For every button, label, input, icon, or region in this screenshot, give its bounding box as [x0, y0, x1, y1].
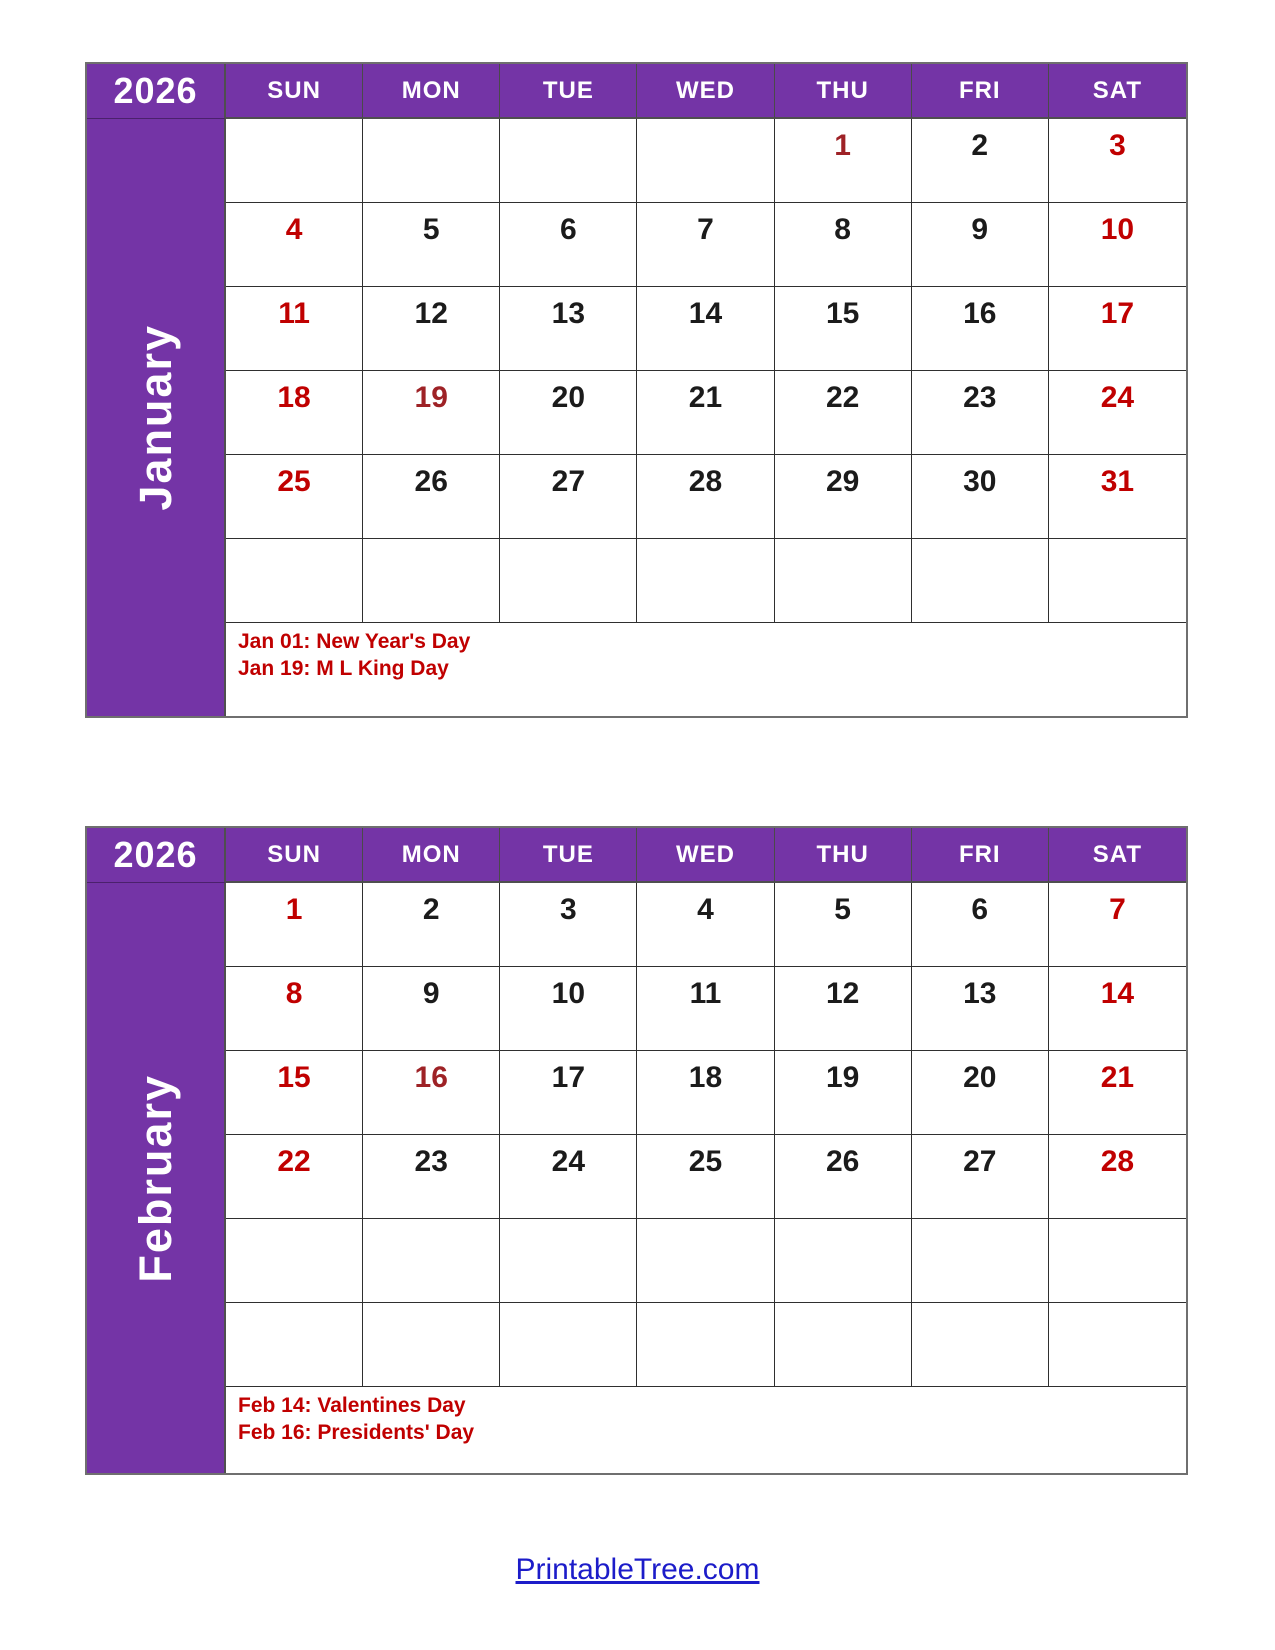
date-cell-25: 25 — [637, 1135, 774, 1219]
date-cell-empty — [637, 1219, 774, 1303]
date-cell-26: 26 — [775, 1135, 912, 1219]
date-cell-empty — [226, 1219, 363, 1303]
day-header-mon: MON — [363, 828, 500, 883]
date-cell-4: 4 — [226, 203, 363, 287]
date-cell-empty — [1049, 539, 1186, 623]
date-cell-18: 18 — [226, 371, 363, 455]
date-cell-7: 7 — [637, 203, 774, 287]
date-cell-14: 14 — [1049, 967, 1186, 1051]
date-cell-empty — [912, 1219, 1049, 1303]
date-cell-21: 21 — [1049, 1051, 1186, 1135]
day-header-tue: TUE — [500, 828, 637, 883]
date-cell-empty — [226, 539, 363, 623]
month-grid-february — [85, 826, 1188, 1475]
day-header-fri: FRI — [912, 828, 1049, 883]
month-grid-january — [85, 62, 1188, 718]
date-cell-11: 11 — [637, 967, 774, 1051]
date-cell-25: 25 — [226, 455, 363, 539]
date-cell-15: 15 — [775, 287, 912, 371]
date-cell-empty — [363, 539, 500, 623]
day-header-mon: MON — [363, 64, 500, 119]
day-header-wed: WED — [637, 64, 774, 119]
date-cell-27: 27 — [912, 1135, 1049, 1219]
holiday-note-line: Jan 01: New Year's Day — [238, 630, 471, 653]
date-cell-13: 13 — [912, 967, 1049, 1051]
date-cell-16: 16 — [363, 1051, 500, 1135]
date-cell-24: 24 — [1049, 371, 1186, 455]
date-cell-28: 28 — [1049, 1135, 1186, 1219]
date-cell-empty — [1049, 1219, 1186, 1303]
day-header-tue: TUE — [500, 64, 637, 119]
date-cell-17: 17 — [500, 1051, 637, 1135]
date-cell-5: 5 — [775, 883, 912, 967]
day-header-wed: WED — [637, 828, 774, 883]
date-cell-empty — [500, 1303, 637, 1387]
holiday-notes — [226, 1387, 1186, 1473]
date-cell-empty — [912, 539, 1049, 623]
date-cell-empty — [363, 1219, 500, 1303]
date-cell-8: 8 — [226, 967, 363, 1051]
february-calendar — [85, 826, 1275, 1475]
date-cell-23: 23 — [912, 371, 1049, 455]
day-header-sat: SAT — [1049, 64, 1186, 119]
date-cell-2: 2 — [912, 119, 1049, 203]
date-cell-23: 23 — [363, 1135, 500, 1219]
date-cell-26: 26 — [363, 455, 500, 539]
date-cell-28: 28 — [637, 455, 774, 539]
date-cell-empty — [500, 539, 637, 623]
month-name-label: February — [130, 1073, 181, 1283]
date-cell-5: 5 — [363, 203, 500, 287]
date-cell-7: 7 — [1049, 883, 1186, 967]
year-label: 2026 — [87, 64, 226, 119]
day-header-sat: SAT — [1049, 828, 1186, 883]
date-cell-1: 1 — [226, 883, 363, 967]
day-header-fri: FRI — [912, 64, 1049, 119]
year-label: 2026 — [87, 828, 226, 883]
date-cell-6: 6 — [500, 203, 637, 287]
date-cell-13: 13 — [500, 287, 637, 371]
holiday-note-line: Jan 19: M L King Day — [238, 656, 449, 680]
date-cell-20: 20 — [912, 1051, 1049, 1135]
month-name-label: January — [130, 324, 181, 511]
date-cell-27: 27 — [500, 455, 637, 539]
date-cell-4: 4 — [637, 883, 774, 967]
holiday-note-line: Feb 16: Presidents' Day — [238, 1420, 475, 1444]
date-cell-14: 14 — [637, 287, 774, 371]
date-cell-12: 12 — [363, 287, 500, 371]
date-cell-21: 21 — [637, 371, 774, 455]
date-cell-empty — [500, 119, 637, 203]
date-cell-19: 19 — [363, 371, 500, 455]
date-cell-18: 18 — [637, 1051, 774, 1135]
day-header-sun: SUN — [226, 64, 363, 119]
date-cell-empty — [637, 119, 774, 203]
date-cell-empty — [1049, 1303, 1186, 1387]
date-cell-empty — [363, 1303, 500, 1387]
page-footer — [0, 1553, 1275, 1587]
date-cell-11: 11 — [226, 287, 363, 371]
day-header-thu: THU — [775, 828, 912, 883]
date-cell-29: 29 — [775, 455, 912, 539]
date-cell-10: 10 — [1049, 203, 1186, 287]
printabletree-link[interactable]: PrintableTree.com — [515, 1553, 760, 1586]
date-cell-20: 20 — [500, 371, 637, 455]
date-cell-8: 8 — [775, 203, 912, 287]
date-cell-empty — [637, 1303, 774, 1387]
date-cell-2: 2 — [363, 883, 500, 967]
date-cell-10: 10 — [500, 967, 637, 1051]
date-cell-empty — [775, 539, 912, 623]
date-cell-19: 19 — [775, 1051, 912, 1135]
date-cell-15: 15 — [226, 1051, 363, 1135]
date-cell-empty — [226, 1303, 363, 1387]
date-cell-empty — [775, 1303, 912, 1387]
date-cell-22: 22 — [226, 1135, 363, 1219]
date-cell-24: 24 — [500, 1135, 637, 1219]
date-cell-16: 16 — [912, 287, 1049, 371]
month-sidebar — [87, 883, 226, 1473]
date-cell-empty — [226, 119, 363, 203]
date-cell-empty — [500, 1219, 637, 1303]
day-header-sun: SUN — [226, 828, 363, 883]
date-cell-31: 31 — [1049, 455, 1186, 539]
date-cell-6: 6 — [912, 883, 1049, 967]
date-cell-9: 9 — [912, 203, 1049, 287]
date-cell-3: 3 — [1049, 119, 1186, 203]
date-cell-30: 30 — [912, 455, 1049, 539]
holiday-note-line: Feb 14: Valentines Day — [238, 1394, 466, 1417]
date-cell-3: 3 — [500, 883, 637, 967]
date-cell-1: 1 — [775, 119, 912, 203]
date-cell-12: 12 — [775, 967, 912, 1051]
date-cell-9: 9 — [363, 967, 500, 1051]
holiday-notes — [226, 623, 1186, 716]
january-calendar — [85, 62, 1275, 718]
day-header-thu: THU — [775, 64, 912, 119]
date-cell-22: 22 — [775, 371, 912, 455]
date-cell-empty — [363, 119, 500, 203]
date-cell-empty — [637, 539, 774, 623]
month-sidebar — [87, 119, 226, 716]
date-cell-empty — [775, 1219, 912, 1303]
date-cell-17: 17 — [1049, 287, 1186, 371]
date-cell-empty — [912, 1303, 1049, 1387]
